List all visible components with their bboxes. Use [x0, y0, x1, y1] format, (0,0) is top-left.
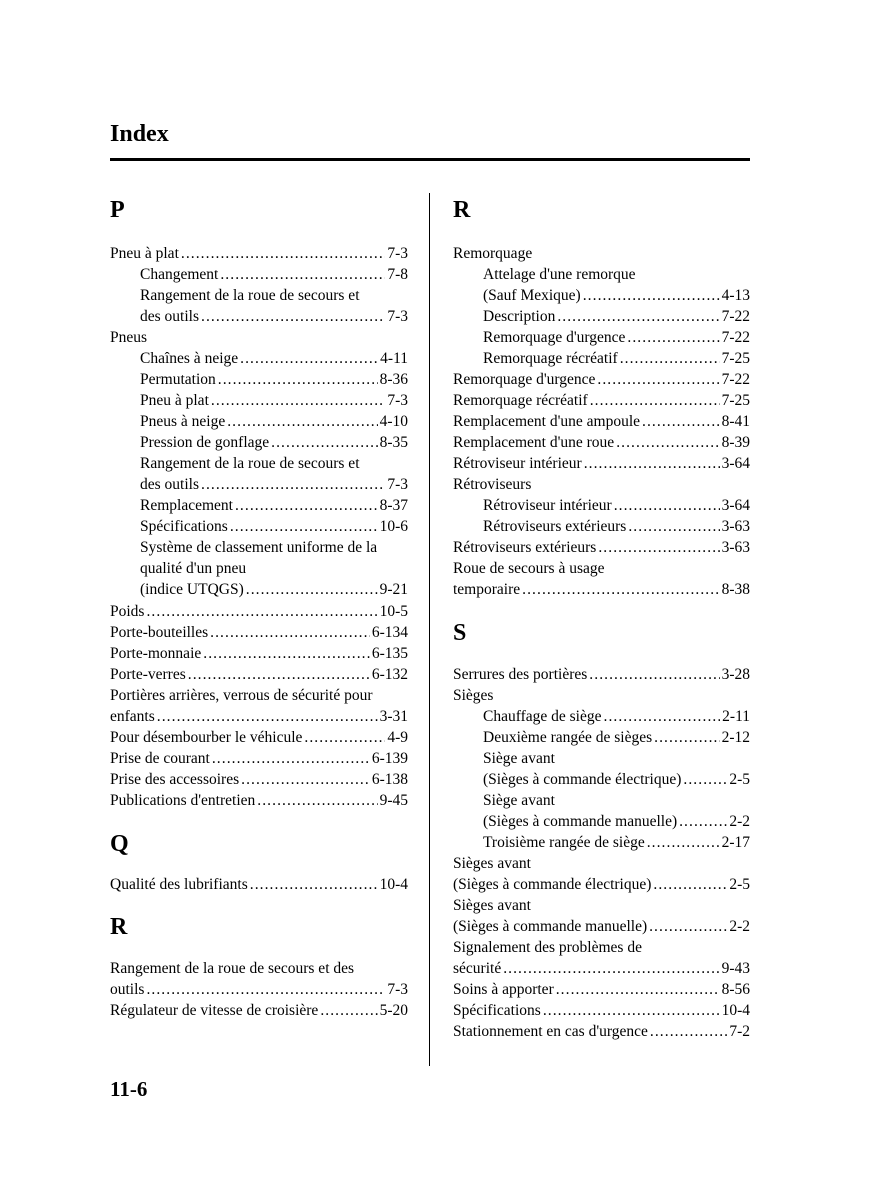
entry-text: Poids [110, 603, 145, 620]
index-entry [110, 622, 408, 643]
index-subentry [140, 390, 408, 411]
entry-page-ref: 7-2 [729, 1023, 750, 1040]
entry-text: Remorquage [453, 245, 533, 262]
entry-page-ref: 8-41 [721, 413, 750, 430]
index-subentry [140, 348, 408, 369]
index-entry [110, 769, 408, 790]
index-entry [110, 685, 408, 706]
entry-text: Pour désembourber le véhicule [110, 729, 303, 746]
entry-text: Portières arrières, verrous de sécurité pour [110, 687, 373, 704]
dot-leader [218, 369, 378, 390]
index-subentry [140, 264, 408, 285]
index-entry [453, 243, 750, 264]
index-subentry [140, 474, 408, 495]
page-title: Index [110, 121, 169, 147]
section-letter: R [110, 914, 128, 940]
entry-text: Publications d'entretien [110, 792, 256, 809]
dot-leader [240, 348, 378, 369]
entry-text: Rangement de la roue de secours et des [110, 960, 355, 977]
dot-leader [157, 706, 378, 727]
dot-leader [188, 664, 370, 685]
entry-text: Prise de courant [110, 750, 210, 767]
entry-text: Rétroviseurs [453, 476, 532, 493]
entry-page-ref: 6-135 [371, 645, 408, 662]
entry-text: Rangement de la roue de secours et [140, 455, 360, 472]
dot-leader [620, 348, 720, 369]
entry-text: Prise des accessoires [110, 771, 240, 788]
entry-text: Qualité des lubrifiants [110, 876, 248, 893]
entry-page-ref: 7-25 [721, 350, 750, 367]
entry-page-ref: 8-38 [721, 581, 750, 598]
entry-page-ref: 7-3 [387, 981, 408, 998]
dot-leader [201, 474, 385, 495]
entry-text: (indice UTQGS) [140, 581, 244, 598]
index-subentry [483, 790, 750, 811]
entry-page-ref: 3-63 [721, 539, 750, 556]
page-number: 11-6 [110, 1077, 148, 1101]
entry-page-ref: 2-17 [721, 834, 750, 851]
section-letter: P [110, 197, 125, 223]
entry-page-ref: 9-43 [721, 960, 750, 977]
entry-text: sécurité [453, 960, 502, 977]
entry-page-ref: 3-28 [721, 666, 750, 683]
index-entry [453, 874, 750, 895]
index-entry [453, 558, 750, 579]
dot-leader [211, 390, 385, 411]
entry-text: Rangement de la roue de secours et [140, 287, 360, 304]
index-entry [453, 369, 750, 390]
index-subentry [140, 411, 408, 432]
index-entry [110, 979, 408, 1000]
dot-leader [304, 727, 385, 748]
entry-text: Porte-monnaie [110, 645, 202, 662]
entry-text: Soins à apporter [453, 981, 554, 998]
index-entry [453, 579, 750, 600]
entry-page-ref: 4-10 [379, 413, 408, 430]
index-entry [453, 937, 750, 958]
index-entry [453, 537, 750, 558]
entry-text: Troisième rangée de siège [483, 834, 645, 851]
entry-page-ref: 8-37 [379, 497, 408, 514]
entry-page-ref: 2-2 [729, 918, 750, 935]
entry-text: Chaînes à neige [140, 350, 239, 367]
dot-leader [146, 979, 385, 1000]
index-subentry [483, 706, 750, 727]
entry-text: Remorquage d'urgence [453, 371, 596, 388]
dot-leader [201, 306, 385, 327]
entry-text: enfants [110, 708, 155, 725]
entry-text: Siège avant [483, 792, 555, 809]
dot-leader [598, 537, 719, 558]
dot-leader [683, 769, 727, 790]
entry-text: Système de classement uniforme de la [140, 539, 378, 556]
index-entry [110, 327, 408, 348]
dot-leader [230, 516, 378, 537]
index-subentry [140, 432, 408, 453]
dot-leader [257, 790, 377, 811]
index-entry [453, 432, 750, 453]
index-entry [453, 453, 750, 474]
dot-leader [220, 264, 385, 285]
dot-leader [241, 769, 370, 790]
entry-text: Régulateur de vitesse de croisière [110, 1002, 319, 1019]
entry-text: Spécifications [453, 1002, 541, 1019]
entry-text: Sièges [453, 687, 494, 704]
entry-page-ref: 9-21 [379, 581, 408, 598]
entry-page-ref: 2-5 [729, 771, 750, 788]
entry-text: Permutation [140, 371, 216, 388]
index-subentry [140, 285, 408, 306]
index-subentry [140, 558, 408, 579]
entry-text: Signalement des problèmes de [453, 939, 642, 956]
dot-leader [590, 390, 720, 411]
entry-text: Serrures des portières [453, 666, 588, 683]
entry-text: (Sièges à commande manuelle) [453, 918, 648, 935]
dot-leader [543, 1000, 720, 1021]
entry-text: (Sièges à commande manuelle) [483, 813, 678, 830]
index-subentry [483, 516, 750, 537]
index-entry [453, 664, 750, 685]
entry-page-ref: 6-139 [371, 750, 408, 767]
entry-text: Pneu à plat [110, 245, 179, 262]
dot-leader [203, 643, 370, 664]
dot-leader [597, 369, 719, 390]
entry-text: Sièges avant [453, 855, 531, 872]
index-entry [110, 601, 408, 622]
entry-text: Pneu à plat [140, 392, 209, 409]
entry-page-ref: 2-12 [721, 729, 750, 746]
index-entry [453, 685, 750, 706]
entry-text: Rétroviseurs extérieurs [453, 539, 597, 556]
dot-leader [649, 916, 727, 937]
index-entry [110, 727, 408, 748]
entry-page-ref: 4-9 [387, 729, 408, 746]
entry-text: Roue de secours à usage [453, 560, 605, 577]
entry-text: temporaire [453, 581, 521, 598]
dot-leader [583, 285, 720, 306]
dot-leader [227, 411, 377, 432]
entry-page-ref: 3-63 [721, 518, 750, 535]
dot-leader [654, 727, 719, 748]
entry-text: Pneus à neige [140, 413, 226, 430]
dot-leader [557, 306, 719, 327]
entry-text: Rétroviseurs extérieurs [483, 518, 627, 535]
entry-text: (Sièges à commande électrique) [483, 771, 682, 788]
index-entry [110, 643, 408, 664]
dot-leader [628, 516, 719, 537]
entry-text: Rétroviseur intérieur [483, 497, 612, 514]
index-entry [110, 790, 408, 811]
entry-page-ref: 7-3 [387, 308, 408, 325]
index-entry [110, 706, 408, 727]
entry-page-ref: 10-5 [379, 603, 408, 620]
entry-text: qualité d'un pneu [140, 560, 247, 577]
entry-text: Sièges avant [453, 897, 531, 914]
entry-text: Remorquage d'urgence [483, 329, 626, 346]
entry-page-ref: 2-2 [729, 813, 750, 830]
index-entry [110, 958, 408, 979]
index-entry [453, 979, 750, 1000]
dot-leader [250, 874, 378, 895]
dot-leader [235, 495, 378, 516]
entry-page-ref: 4-13 [721, 287, 750, 304]
dot-leader [604, 706, 721, 727]
index-subentry [483, 327, 750, 348]
entry-page-ref: 6-138 [371, 771, 408, 788]
dot-leader [647, 832, 720, 853]
index-subentry [483, 748, 750, 769]
index-subentry [483, 306, 750, 327]
index-entry [453, 958, 750, 979]
entry-page-ref: 7-3 [387, 245, 408, 262]
entry-page-ref: 8-39 [721, 434, 750, 451]
dot-leader [642, 411, 720, 432]
entry-page-ref: 7-3 [387, 476, 408, 493]
dot-leader [679, 811, 727, 832]
entry-text: Porte-verres [110, 666, 186, 683]
entry-text: Remorquage récréatif [483, 350, 618, 367]
index-subentry [140, 537, 408, 558]
entry-text: Rétroviseur intérieur [453, 455, 582, 472]
entry-page-ref: 6-132 [371, 666, 408, 683]
entry-text: Siège avant [483, 750, 555, 767]
entry-text: Pression de gonflage [140, 434, 270, 451]
dot-leader [181, 243, 385, 264]
entry-text: Stationnement en cas d'urgence [453, 1023, 648, 1040]
entry-text: Chauffage de siège [483, 708, 602, 725]
entry-text: (Sauf Mexique) [483, 287, 581, 304]
dot-leader [320, 1000, 377, 1021]
index-subentry [140, 369, 408, 390]
entry-page-ref: 9-45 [379, 792, 408, 809]
index-entry [110, 874, 408, 895]
index-subentry [140, 579, 408, 600]
index-entry [110, 664, 408, 685]
index-entry [453, 853, 750, 874]
entry-page-ref: 4-11 [380, 350, 408, 367]
entry-page-ref: 7-22 [721, 329, 750, 346]
entry-text: Remorquage récréatif [453, 392, 588, 409]
entry-text: Deuxième rangée de sièges [483, 729, 653, 746]
dot-leader [584, 453, 720, 474]
index-subentry [483, 769, 750, 790]
entry-page-ref: 5-20 [379, 1002, 408, 1019]
entry-page-ref: 3-31 [379, 708, 408, 725]
entry-text: Remplacement d'une roue [453, 434, 615, 451]
header-rule [110, 158, 750, 161]
entry-text: des outils [140, 308, 199, 325]
dot-leader [522, 579, 719, 600]
index-entry [453, 390, 750, 411]
index-subentry [140, 453, 408, 474]
entry-page-ref: 8-36 [379, 371, 408, 388]
dot-leader [653, 874, 727, 895]
entry-page-ref: 2-11 [722, 708, 750, 725]
index-subentry [483, 727, 750, 748]
index-entry [453, 411, 750, 432]
dot-leader [212, 748, 370, 769]
index-subentry [140, 306, 408, 327]
entry-text: outils [110, 981, 145, 998]
section-letter: S [453, 620, 467, 646]
entry-text: Changement [140, 266, 219, 283]
entry-page-ref: 2-5 [729, 876, 750, 893]
entry-text: des outils [140, 476, 199, 493]
entry-text: Pneus [110, 329, 148, 346]
dot-leader [614, 495, 720, 516]
dot-leader [503, 958, 719, 979]
entry-page-ref: 8-35 [379, 434, 408, 451]
dot-leader [589, 664, 719, 685]
entry-page-ref: 8-56 [721, 981, 750, 998]
entry-page-ref: 7-3 [387, 392, 408, 409]
dot-leader [616, 432, 719, 453]
index-subentry [483, 264, 750, 285]
entry-text: Remplacement d'une ampoule [453, 413, 641, 430]
column-divider [429, 193, 430, 1066]
entry-page-ref: 7-8 [387, 266, 408, 283]
index-entry [453, 895, 750, 916]
dot-leader [210, 622, 370, 643]
index-entry [110, 748, 408, 769]
section-letter: Q [110, 831, 129, 857]
index-entry [453, 916, 750, 937]
index-subentry [483, 811, 750, 832]
entry-page-ref: 7-25 [721, 392, 750, 409]
dot-leader [556, 979, 720, 1000]
index-subentry [140, 516, 408, 537]
entry-page-ref: 6-134 [371, 624, 408, 641]
index-entry [110, 243, 408, 264]
entry-page-ref: 10-4 [721, 1002, 750, 1019]
entry-page-ref: 10-4 [379, 876, 408, 893]
index-subentry [483, 495, 750, 516]
entry-page-ref: 3-64 [721, 455, 750, 472]
entry-page-ref: 7-22 [721, 371, 750, 388]
entry-text: Remplacement [140, 497, 233, 514]
dot-leader [146, 601, 377, 622]
index-subentry [483, 348, 750, 369]
dot-leader [650, 1021, 727, 1042]
entry-text: Description [483, 308, 556, 325]
index-entry [453, 1000, 750, 1021]
index-entry [453, 474, 750, 495]
index-entry [453, 1021, 750, 1042]
entry-text: Attelage d'une remorque [483, 266, 636, 283]
entry-text: Porte-bouteilles [110, 624, 209, 641]
entry-page-ref: 10-6 [379, 518, 408, 535]
dot-leader [246, 579, 378, 600]
dot-leader [627, 327, 719, 348]
index-subentry [483, 285, 750, 306]
section-letter: R [453, 197, 471, 223]
entry-page-ref: 3-64 [721, 497, 750, 514]
dot-leader [271, 432, 377, 453]
entry-text: (Sièges à commande électrique) [453, 876, 652, 893]
entry-text: Spécifications [140, 518, 228, 535]
entry-page-ref: 7-22 [721, 308, 750, 325]
index-subentry [140, 495, 408, 516]
index-entry [110, 1000, 408, 1021]
index-subentry [483, 832, 750, 853]
